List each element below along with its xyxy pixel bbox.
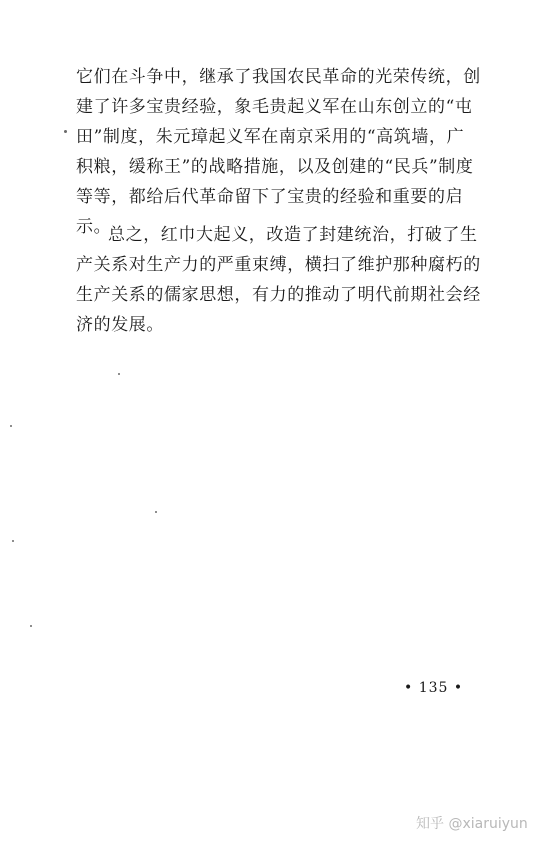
text-line: 积粮，缓称王”的战略措施，以及创建的“民兵”制度: [76, 157, 474, 177]
scan-speck: [30, 625, 32, 627]
text-line: 示。: [76, 217, 112, 237]
scan-speck: [10, 425, 12, 427]
paragraph-1: [76, 62, 481, 242]
scan-speck: [118, 373, 120, 375]
text-line: 产关系对生产力的严重束缚，横扫了维护那种腐朽的: [76, 255, 481, 275]
page-number: • 135 •: [404, 680, 464, 696]
text-line: 建了许多宝贵经验，象毛贵起义军在山东创立的“屯: [76, 97, 473, 117]
scan-speck: [155, 511, 157, 513]
text-line: 它们在斗争中，继承了我国农民革命的光荣传统，创: [76, 67, 481, 87]
paragraph-2: [76, 220, 481, 340]
scan-speck: [12, 540, 14, 542]
text-line: 田”制度，朱元璋起义军在南京采用的“高筑墙，广: [76, 127, 465, 147]
text-line: 等等，都给后代革命留下了宝贵的经验和重要的启: [76, 187, 464, 207]
watermark: 知乎 @xiaruiyun: [416, 816, 528, 832]
text-line: 总之，红巾大起义，改造了封建统治，打破了生: [108, 225, 478, 245]
text-line: 生产关系的儒家思想，有力的推动了明代前期社会经: [76, 285, 481, 305]
scan-speck: [64, 130, 67, 133]
text-line: 济的发展。: [76, 315, 164, 335]
